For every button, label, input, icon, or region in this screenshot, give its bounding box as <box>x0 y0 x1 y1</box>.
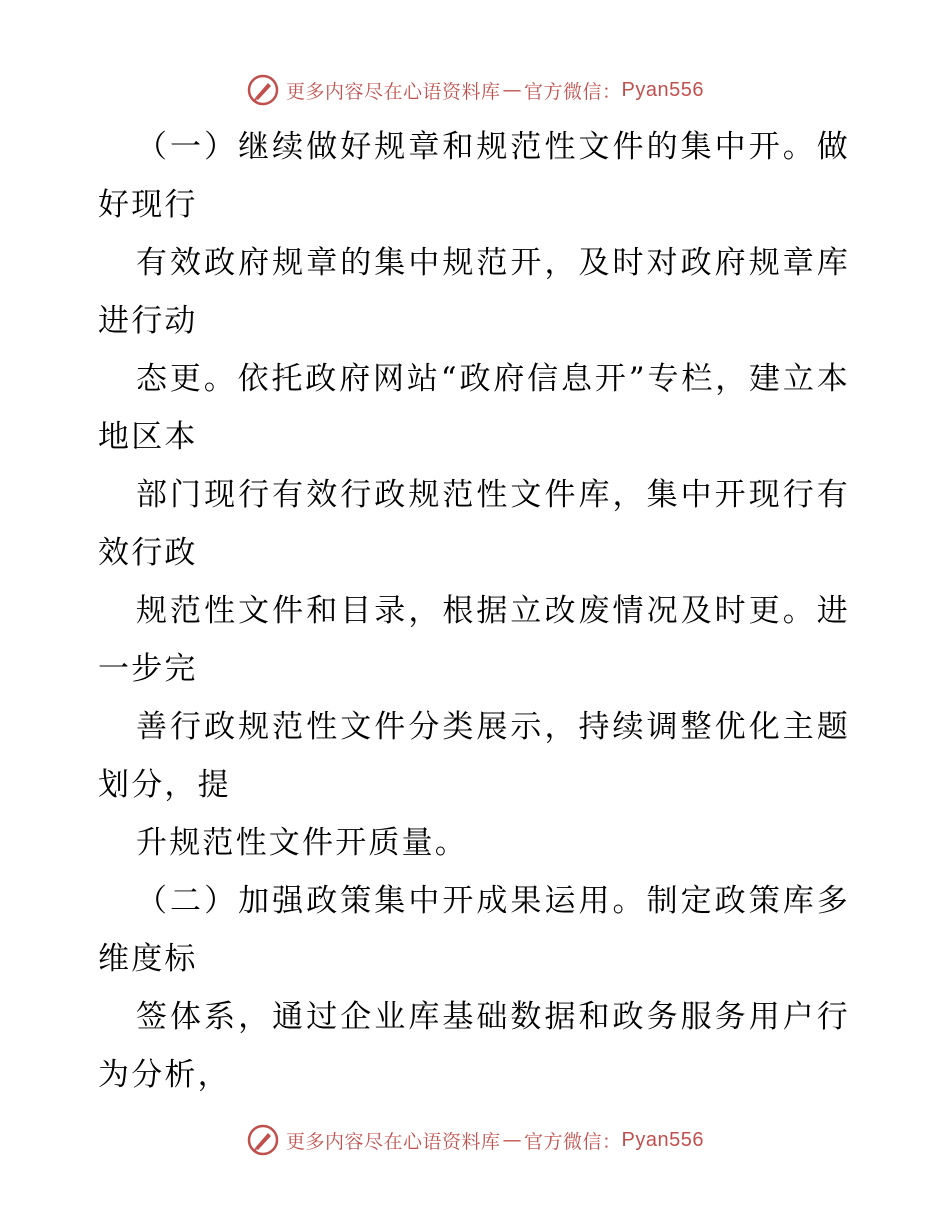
banner-official: 官方微信： <box>524 1130 622 1153</box>
paragraph: 部门现行有效行政规范性文件库，集中开现行有效行政 <box>98 477 850 571</box>
banner-account: Pyan556 <box>621 1128 704 1151</box>
paragraph: 态更。依托政府网站“政府信息开”专栏，建立本地区本 <box>98 361 850 455</box>
paragraph: 升规范性文件开质量。 <box>136 825 468 861</box>
banner-dash: — <box>502 1129 523 1151</box>
paragraph: 有效政府规章的集中规范开，及时对政府规章库进行动 <box>98 245 850 339</box>
header-watermark-banner <box>0 70 950 110</box>
paragraph: 规范性文件和目录，根据立改废情况及时更。进一步完 <box>98 593 850 687</box>
pen-logo-icon <box>246 1123 280 1157</box>
footer-watermark-banner <box>0 1120 950 1160</box>
document-body <box>98 118 850 1104</box>
paragraph: （一）继续做好规章和规范性文件的集中开。做好现行 <box>98 129 850 223</box>
paragraph: 善行政规范性文件分类展示，持续调整优化主题划分，提 <box>98 709 850 803</box>
banner-text: 更多内容尽在心语资料库 <box>286 1130 501 1153</box>
pen-logo-icon <box>246 73 280 107</box>
banner-account: Pyan556 <box>621 78 704 101</box>
banner-dash: — <box>502 79 523 101</box>
banner-official: 官方微信： <box>524 80 622 103</box>
paragraph: （二）加强政策集中开成果运用。制定政策库多维度标 <box>98 883 850 977</box>
paragraph: 签体系，通过企业库基础数据和政务服务用户行为分析， <box>98 999 850 1093</box>
banner-text: 更多内容尽在心语资料库 <box>286 80 501 103</box>
